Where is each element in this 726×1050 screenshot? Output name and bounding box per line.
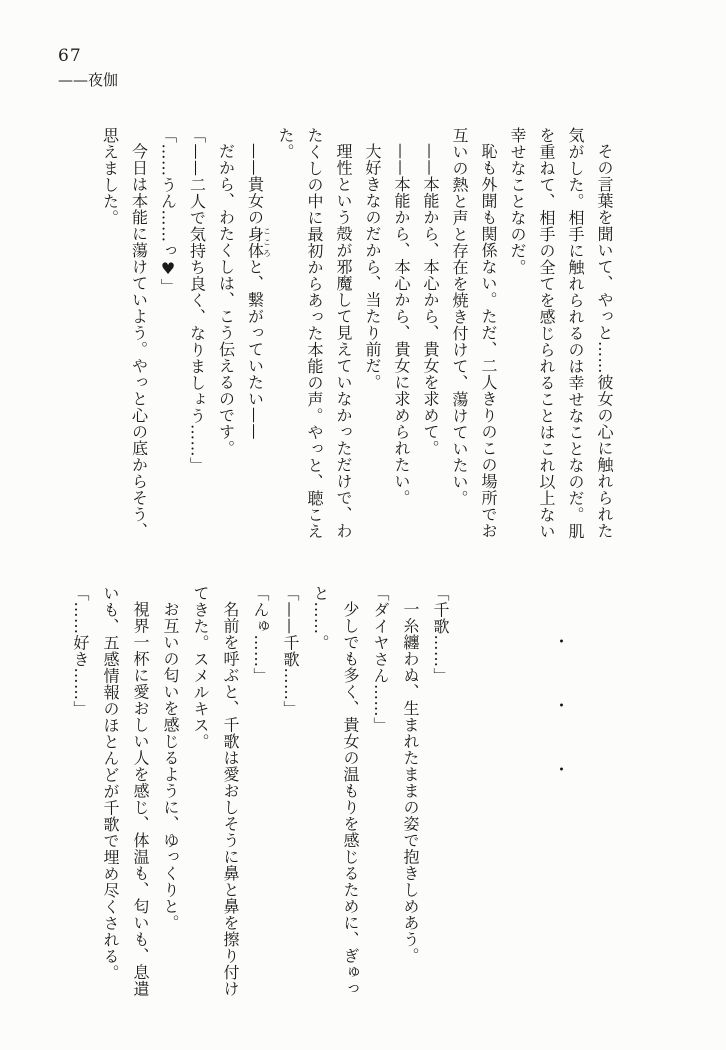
- text-line: と……。: [311, 585, 330, 651]
- text-line: ——本能から、本心から、貴女を求めて。: [421, 143, 440, 457]
- text-line: 理性という殻が邪魔して見えていなかっただけで、わ: [334, 143, 353, 539]
- text-line: 幸せなことなのだ。: [508, 127, 527, 276]
- text-line: 少しでも多く、貴女の温もりを感じるために、ぎゅっ: [341, 601, 360, 997]
- text-line: 一糸纏わぬ、生まれたままの姿で抱きしめあう。: [401, 601, 420, 964]
- text-line: いも、五感情報のほとんどが千歌で埋め尽くされる。: [101, 585, 120, 981]
- blank-line: [515, 585, 545, 1035]
- text-line: 「千歌……」: [431, 585, 450, 684]
- page-number: 67: [58, 46, 82, 66]
- text-line: 「——二人で気持ち良く、なりましょう……」: [187, 127, 207, 474]
- text-line: を重ねて、相手の全てを感じられることはこれ以上ない: [537, 127, 556, 540]
- text-line: 今日は本能に蕩けていよう。やっと心の底からそう、: [129, 143, 149, 539]
- text-line: 気がした。相手に触れられるのは幸せなことなのだ。肌: [566, 127, 585, 540]
- blank-line: [455, 585, 485, 1035]
- bottom-text-block: [65, 585, 575, 1035]
- text-line: だから、わたくしは、こう伝えるのです。: [216, 143, 236, 457]
- text-line: お互いの匂いを感じるように、ゆっくりと。: [161, 601, 180, 931]
- text-line: 思えました。: [100, 127, 120, 226]
- text-line: 「——千歌……」: [281, 585, 300, 717]
- text-line: 視界一杯に愛おしい人を感じ、体温も、匂いも、息遣: [131, 601, 150, 997]
- text-line: 「んゅ……」: [251, 585, 270, 684]
- running-title: ——夜伽: [58, 71, 119, 90]
- text-line: 「……好き……」: [71, 585, 90, 717]
- ruby-word: 身体こころ: [245, 225, 272, 259]
- top-text-block: [96, 127, 620, 552]
- text-line: 互いの熱と声と存在を焼き付けて、蕩けていたい。: [450, 127, 469, 507]
- text-line: 恥も外聞も関係ない。ただ、二人きりのこの場所でお: [479, 143, 498, 539]
- text-line: たくしの中に最初からあった本能の声。やっと、聴こえ: [305, 127, 324, 540]
- text-line: た。: [276, 127, 295, 160]
- scene-break-dots: ・ ・ ・: [551, 585, 570, 777]
- blank-line: [485, 585, 515, 1035]
- text-line: 「ダイヤさん……」: [371, 585, 390, 734]
- text-line: てきた。スメルキス。: [191, 585, 210, 750]
- text-line: 名前を呼ぶと、千歌は愛おしそうに鼻と鼻を擦り付け: [221, 601, 240, 997]
- text-line: 大好きなのだから、当たり前だ。: [363, 143, 382, 391]
- text-line: 「……うん……っ♥」: [158, 127, 178, 295]
- page-header: [58, 46, 118, 89]
- text-line: ——貴女の身体こころと、繋がっていたい——: [245, 143, 272, 440]
- text-line: その言葉を聞いて、やっと……彼女の心に触れられた: [595, 143, 614, 539]
- text-line: ——本能から、本心から、貴女に求められたい。: [392, 143, 411, 506]
